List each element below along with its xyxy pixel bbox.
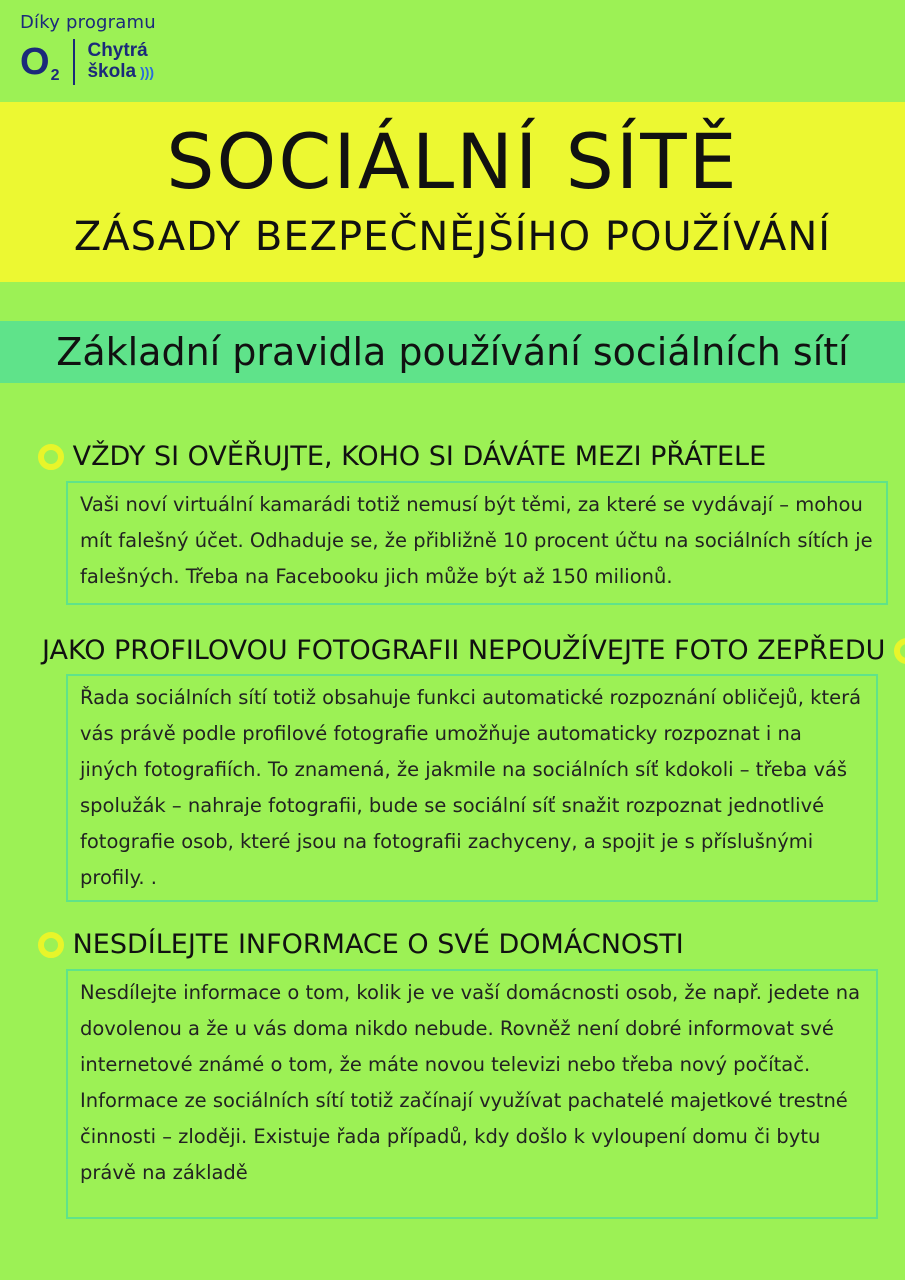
logo-divider [73, 39, 75, 85]
rule-heading-1: VŽDY SI OVĚŘUJTE, KOHO SI DÁVÁTE MEZI PŘÁTELE [38, 440, 766, 472]
bullet-icon [38, 932, 64, 958]
chytra-skola-wordmark: Chytrá škola ))) [87, 40, 155, 82]
rule-text-2: Řada sociálních sítí totiž obsahuje funkci automatické rozpoznání obličejů, která vás právě podle profilové fotografie umožňuje automaticky rozpoznat i na jiných fotografiích. To znamená, že jakmile na sociálních síť kdokoli – třeba váš spolužák – nahraje fotografii, bude se sociální síť snažit rozpoznat jednotlivé fotografie osob, které jsou na fotografii zachyceny, a spojit je s příslušnými profily. . [80, 686, 862, 889]
page-title: SOCIÁLNÍ SÍTĚ [166, 117, 739, 206]
rule-text-box-3 [66, 969, 878, 1219]
rule-text-box-2 [66, 674, 878, 902]
rule-text-1: Vaši noví virtuální kamarádi totiž nemusí být těmi, za které se vydávají – mohou mít falešný účet. Odhaduje se, že přibližně 10 procent účtu na sociálních sítích je falešných. Třeba na Facebooku jich může být až 150 milionů. [80, 493, 873, 588]
section-title: Základní pravidla používání sociálních sítí [56, 330, 849, 374]
section-band [0, 321, 905, 383]
page-subtitle: ZÁSADY BEZPEČNĚJŠÍHO POUŽÍVÁNÍ [73, 214, 832, 260]
o2-mark: $O_2$ [20, 41, 60, 84]
o2-logo [20, 39, 156, 85]
signal-waves-icon: ))) [140, 64, 155, 80]
title-band [0, 102, 905, 282]
rule-text-3: Nesdílejte informace o tom, kolik je ve vaší domácnosti osob, že např. jedete na dovolenou a že u vás doma nikdo nebude. Rovněž není dobré informovat své internetové známé o tom, že máte novou televizi nebo třeba nový počítač. Informace ze sociálních sítí totiž začínají využívat pachatelé majetkové trestné činnosti – zloději. Existuje řada případů, kdy došlo k vyloupení domu či bytu právě na základě [80, 981, 861, 1184]
sponsor-logo [20, 12, 156, 85]
bullet-icon [38, 444, 64, 470]
rule-heading-2: JAKO PROFILOVOU FOTOGRAFII NEPOUŽÍVEJTE FOTO ZEPŘEDU [42, 634, 905, 666]
bullet-icon [894, 638, 905, 664]
rule-text-box-1 [66, 481, 888, 605]
sponsor-pretext: Díky programu [20, 12, 156, 33]
rule-heading-3: NESDÍLEJTE INFORMACE O SVÉ DOMÁCNOSTI [38, 928, 684, 960]
